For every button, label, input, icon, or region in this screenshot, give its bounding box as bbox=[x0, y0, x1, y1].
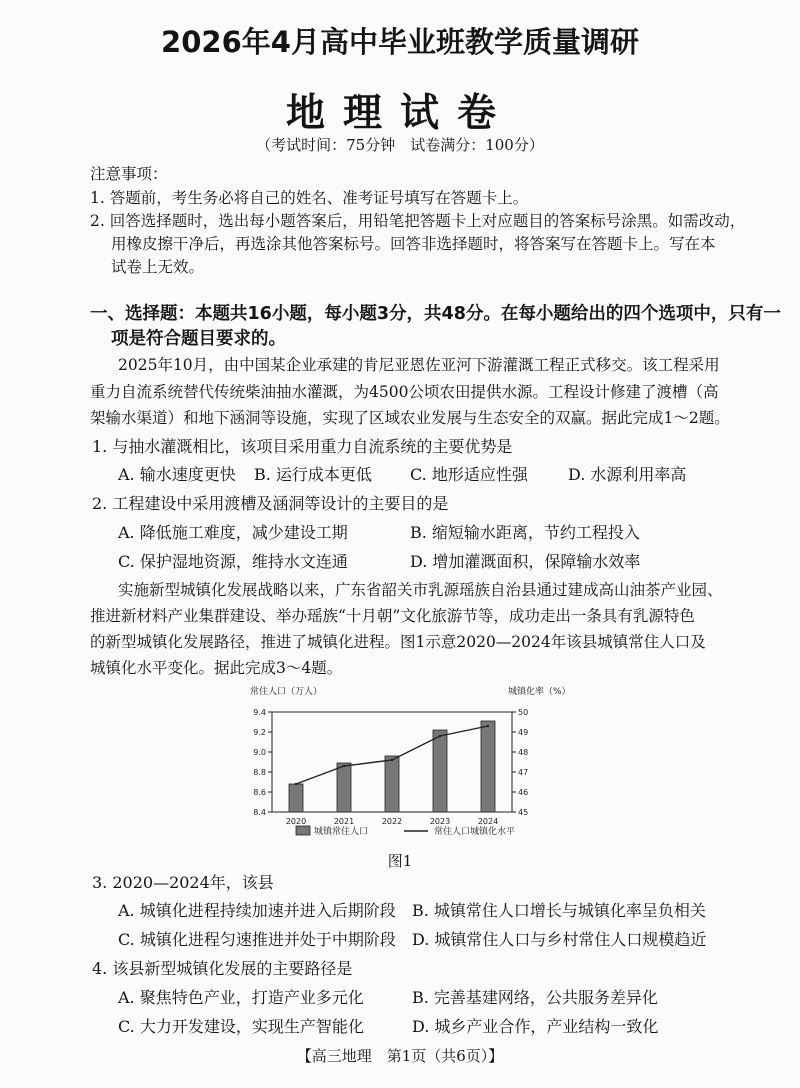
figure-caption: 图1 bbox=[387, 852, 413, 870]
right-tick-label: 45 bbox=[518, 808, 529, 817]
left-tick-label: 9.2 bbox=[253, 728, 266, 737]
section-heading-cont: 项是符合题目要求的。 bbox=[111, 329, 286, 349]
note-line: 2. 回答选择题时，选出每小题答案后，用铅笔把答题卡上对应题目的答案标号涂黑。如需改动， bbox=[90, 212, 746, 230]
passage-line: 的新型城镇化发展路径，推进了城镇化进程。图1示意2020—2024年该县城镇常住人口及 bbox=[90, 633, 706, 651]
right-axis-label: 城镇化率（%） bbox=[508, 687, 571, 697]
left-tick-label: 8.6 bbox=[253, 788, 266, 797]
subject-title: 地理试卷 bbox=[285, 91, 514, 136]
passage-line: 城镇化水平变化。据此完成3～4题。 bbox=[90, 659, 343, 677]
passage-line: 推进新材料产业集群建设、举办瑶族“十月朝”文化旅游节等，成功走出一条具有乳源特色 bbox=[90, 607, 695, 625]
legend-line-label: 常住人口城镇化水平 bbox=[434, 827, 516, 837]
option-4d: D. 城乡产业合作，产业结构一致化 bbox=[412, 1017, 659, 1036]
option-4c: C. 大力开发建设，实现生产智能化 bbox=[118, 1017, 364, 1036]
legend-bar-swatch bbox=[296, 826, 310, 835]
passage-line: 重力自流系统替代传统柴油抽水灌溉，为4500公顷农田提供水源。工程设计修建了渡槽（高 bbox=[90, 383, 719, 401]
legend-bar-label: 城镇常住人口 bbox=[314, 827, 369, 837]
x-tick-label: 2022 bbox=[381, 817, 403, 826]
note-line: 1. 答题前，考生务必将自己的姓名、准考证号填写在答题卡上。 bbox=[90, 189, 529, 207]
passage-line: 架输水渠道）和地下涵洞等设施，实现了区域农业发展与生态安全的双赢。据此完成1～2题。 bbox=[90, 409, 730, 427]
option-2c: C. 保护湿地资源，维持水文连通 bbox=[118, 552, 348, 571]
bar-population-2020 bbox=[289, 784, 303, 812]
exam-info: （考试时间：75分钟 试卷满分：100分） bbox=[256, 136, 544, 154]
right-tick-label: 46 bbox=[518, 788, 529, 797]
question-stem: 4. 该县新型城镇化发展的主要路径是 bbox=[92, 959, 353, 978]
urbanization-rate-point bbox=[295, 783, 297, 785]
right-tick-label: 49 bbox=[518, 728, 529, 737]
option-2a: A. 降低施工难度，减少建设工期 bbox=[118, 523, 348, 542]
left-tick-label: 8.8 bbox=[253, 768, 266, 777]
option-3c: C. 城镇化进程匀速推进并处于中期阶段 bbox=[118, 930, 396, 949]
page-footer: 【高三地理 第1页（共6页）】 bbox=[296, 1047, 504, 1065]
urbanization-rate-point bbox=[487, 725, 489, 727]
urbanization-rate-point bbox=[343, 765, 345, 767]
bar-population-2021 bbox=[337, 763, 351, 812]
option-4b: B. 完善基建网络，公共服务差异化 bbox=[412, 988, 658, 1007]
urbanization-rate-point bbox=[439, 735, 441, 737]
passage-line: 2025年10月，由中国某企业承建的肯尼亚恩佐亚河下游灌溉工程正式移交。该工程采用 bbox=[118, 356, 720, 374]
option-4a: A. 聚焦特色产业，打造产业多元化 bbox=[118, 988, 364, 1007]
question-stem: 3. 2020—2024年，该县 bbox=[92, 873, 274, 892]
option-1c: C. 地形适应性强 bbox=[410, 465, 528, 484]
urbanization-rate-point bbox=[391, 759, 393, 761]
x-tick-label: 2021 bbox=[333, 817, 355, 826]
option-3b: B. 城镇常住人口增长与城镇化率呈负相关 bbox=[412, 901, 706, 920]
bar-population-2022 bbox=[385, 756, 399, 812]
note-line: 试卷上无效。 bbox=[111, 258, 205, 276]
left-tick-label: 9.4 bbox=[253, 708, 266, 717]
right-tick-label: 48 bbox=[518, 748, 529, 757]
bar-population-2023 bbox=[433, 730, 447, 812]
x-tick-label: 2024 bbox=[477, 817, 499, 826]
question-stem: 1. 与抽水灌溉相比，该项目采用重力自流系统的主要优势是 bbox=[92, 437, 513, 456]
notes-title: 注意事项： bbox=[90, 165, 168, 183]
option-1b: B. 运行成本更低 bbox=[254, 465, 372, 484]
right-tick-label: 50 bbox=[518, 708, 529, 717]
option-2b: B. 缩短输水距离，节约工程投入 bbox=[410, 523, 640, 542]
x-tick-label: 2020 bbox=[285, 817, 307, 826]
left-axis-label: 常住人口（万人） bbox=[250, 687, 323, 697]
exam-title: 2026年4月高中毕业班教学质量调研 bbox=[161, 25, 639, 59]
option-3d: D. 城镇常住人口与乡村常住人口规模趋近 bbox=[412, 930, 707, 949]
option-2d: D. 增加灌溉面积，保障输水效率 bbox=[410, 552, 641, 571]
question-stem: 2. 工程建设中采用渡槽及涵洞等设计的主要目的是 bbox=[92, 494, 449, 513]
section-heading: 一、选择题：本题共16小题，每小题3分，共48分。在每小题给出的四个选项中，只有一 bbox=[90, 304, 781, 324]
x-tick-label: 2023 bbox=[429, 817, 451, 826]
population-urbanization-chart bbox=[200, 680, 600, 850]
right-tick-label: 47 bbox=[518, 768, 529, 777]
passage-line: 实施新型城镇化发展战略以来，广东省韶关市乳源瑶族自治县通过建成高山油茶产业园、 bbox=[118, 581, 723, 599]
option-3a: A. 城镇化进程持续加速并进入后期阶段 bbox=[118, 901, 396, 920]
left-tick-label: 8.4 bbox=[253, 808, 266, 817]
note-line: 用橡皮擦干净后，再选涂其他答案标号。回答非选择题时，将答案写在答题卡上。写在本 bbox=[111, 235, 716, 253]
option-1a: A. 输水速度更快 bbox=[118, 465, 236, 484]
left-tick-label: 9.0 bbox=[253, 748, 266, 757]
option-1d: D. 水源利用率高 bbox=[568, 465, 687, 484]
bar-population-2024 bbox=[481, 721, 495, 812]
